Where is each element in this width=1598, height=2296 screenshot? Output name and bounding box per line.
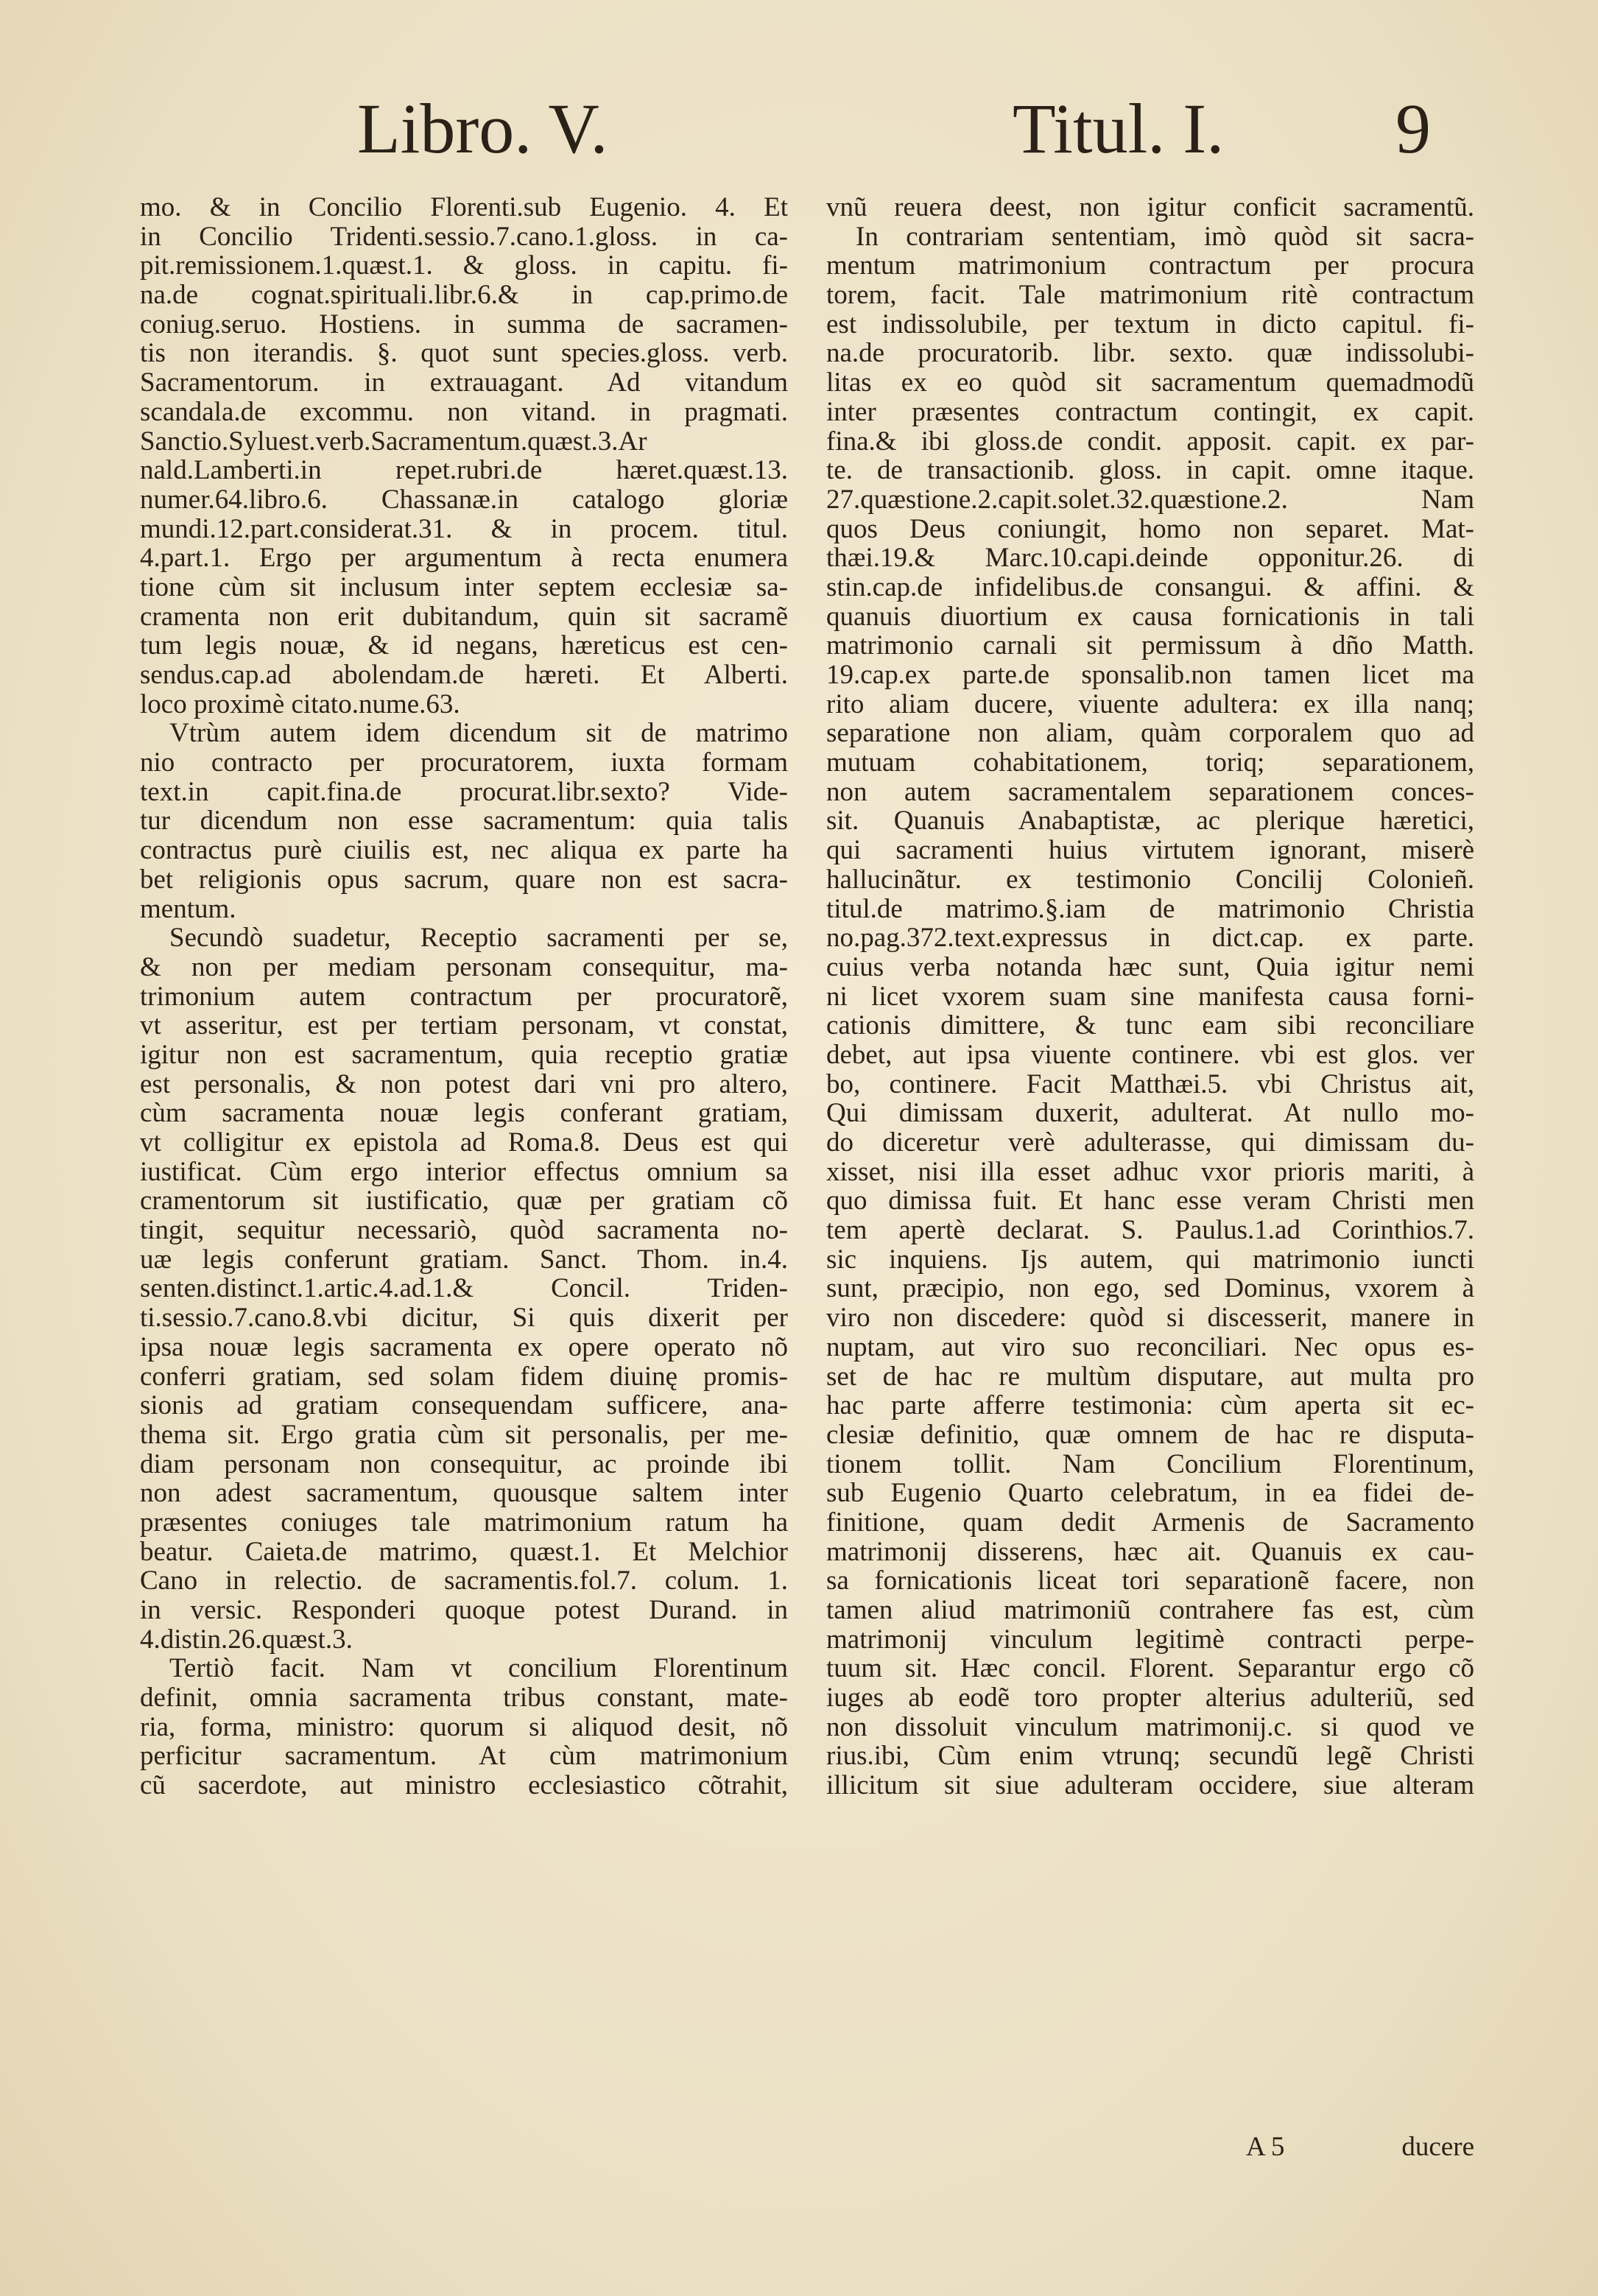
text-line: vt asseritur, est per tertiam personam, vt constat, <box>140 1011 788 1040</box>
text-line: perficitur sacramentum. At cùm matrimonium <box>140 1742 788 1772</box>
text-line: cùm sacramenta nouæ legis conferant gratiam, <box>140 1099 788 1128</box>
text-line: matrimonij vinculum legitimè contracti perpe- <box>826 1624 1474 1655</box>
text-line: mundi.12.part.considerat.31. & in procem. titul. <box>140 514 788 544</box>
text-line: cramentorum sit iustificatio, quæ per gratiam cõ <box>140 1186 788 1216</box>
text-line: tione cùm sit inclusum inter septem ecclesiæ sa- <box>140 572 788 602</box>
text-line: rito aliam ducere, viuente adultera: ex illa nanq; <box>826 689 1474 719</box>
text-line: cũ sacerdote, aut ministro ecclesiastico cõtrahit, <box>140 1771 788 1800</box>
text-line: na.de cognat.spirituali.libr.6.& in cap.primo.de <box>140 281 788 310</box>
text-line: viro non discedere: quòd si discesserit, manere in <box>826 1303 1474 1333</box>
text-line: tis non iterandis. §. quot sunt species.gloss. verb. <box>140 339 788 369</box>
text-line: separatione non aliam, quàm corporalem quo ad <box>826 719 1474 749</box>
text-line: tamen aliud matrimoniũ contrahere fas est, cùm <box>826 1596 1474 1625</box>
running-header <box>0 88 1598 184</box>
text-line: est personalis, & non potest dari vni pro altero, <box>140 1069 788 1099</box>
text-line: iuges ab eodẽ toro propter alterius adulteriũ, sed <box>826 1683 1474 1713</box>
text-line: set de hac re multùm disputare, aut multa pro <box>826 1362 1474 1392</box>
text-line: clesiæ definitio, quæ omnem de hac re disputa- <box>826 1420 1474 1450</box>
text-line: bet religionis opus sacrum, quare non est sacra- <box>140 864 788 895</box>
text-line: sendus.cap.ad abolendam.de hæreti. Et Alberti. <box>140 661 788 690</box>
text-line: iustificat. Cùm ergo interior effectus omnium sa <box>140 1157 788 1187</box>
text-line: non autem sacramentalem separationem conces- <box>826 777 1474 807</box>
text-line: hallucinãtur. ex testimonio Concilij Colonieñ. <box>826 864 1474 895</box>
text-line: Qui dimissam duxerit, adulterat. At nullo mo- <box>826 1099 1474 1128</box>
text-line: pit.remissionem.1.quæst.1. & gloss. in capitu. fi- <box>140 251 788 281</box>
text-line: fina.& ibi gloss.de condit. apposit. capit. ex par- <box>826 426 1474 457</box>
text-line: nald.Lamberti.in repet.rubri.de hæret.quæst.13. <box>140 456 788 485</box>
text-line: cuius verba notanda hæc sunt, Quia igitur nemi <box>826 952 1474 982</box>
text-line: loco proximè citato.nume.63. <box>140 689 460 719</box>
text-line: conferri gratiam, sed solam fidem diuinę promis- <box>140 1362 788 1392</box>
text-line: quanuis diuortium ex causa fornicationis in tali <box>826 602 1474 632</box>
text-line: text.in capit.fina.de procurat.libr.sexto? Vide- <box>140 777 788 807</box>
text-line: beatur. Caieta.de matrimo, quæst.1. Et Melchior <box>140 1537 788 1567</box>
text-line: in versic. Responderi quoque potest Durand. in <box>140 1596 788 1625</box>
text-line: matrimonij disserens, hæc ait. Quanuis ex cau- <box>826 1537 1474 1567</box>
text-line: & non per mediam personam consequitur, ma- <box>140 952 788 982</box>
text-line: Secundò suadetur, Receptio sacramenti per se, <box>169 923 788 953</box>
text-line: sa fornicationis liceat tori separationẽ facere, non <box>826 1566 1474 1596</box>
text-line: ni licet vxorem suam sine manifesta causa forni- <box>826 982 1474 1012</box>
text-line: quo dimissa fuit. Et hanc esse veram Christi men <box>826 1186 1474 1216</box>
text-line: in Concilio Tridenti.sessio.7.cano.1.gloss. in ca- <box>140 222 788 252</box>
text-line: nuptam, aut viro suo reconciliari. Nec opus es- <box>826 1332 1474 1362</box>
text-line: uæ legis conferunt gratiam. Sanct. Thom. in.4. <box>140 1244 788 1275</box>
text-line: rius.ibi, Cùm enim vtrunq; secundũ legẽ Christi <box>826 1742 1474 1772</box>
text-line: tionem tollit. Nam Concilium Florentinum, <box>826 1449 1474 1479</box>
text-line: mentum. <box>140 894 236 924</box>
text-line: ipsa nouæ legis sacramenta ex opere operato nõ <box>140 1332 788 1362</box>
text-line: vt colligitur ex epistola ad Roma.8. Deus est qui <box>140 1128 788 1158</box>
text-line: sic inquiens. Ijs autem, qui matrimonio iuncti <box>826 1244 1474 1275</box>
text-line: na.de procuratorib. libr. sexto. quæ indissolubi- <box>826 339 1474 369</box>
text-line: sit. Quanuis Anabaptistæ, ac plerique hæretici, <box>826 806 1474 837</box>
text-line: thema sit. Ergo gratia cùm sit personalis, per me- <box>140 1420 788 1450</box>
text-line: mutuam cohabitationem, toriq; separationem, <box>826 748 1474 778</box>
text-line: igitur non est sacramentum, quia receptio gratiæ <box>140 1040 788 1070</box>
text-line: est indissolubile, per textum in dicto capitul. fi- <box>826 309 1474 339</box>
text-line: 4.part.1. Ergo per argumentum à recta enumera <box>140 543 788 573</box>
text-line: nio contracto per procuratorem, iuxta formam <box>140 748 788 778</box>
running-head-title: Titul. I. <box>1013 89 1225 168</box>
text-line: definit, omnia sacramenta tribus constant, mate- <box>140 1683 788 1713</box>
folio-number: 9 <box>1395 89 1431 168</box>
text-line: 27.quæstione.2.capit.solet.32.quæstione.2. Nam <box>826 485 1474 515</box>
text-line: tem apertè declarat. S. Paulus.1.ad Corinthios.7. <box>826 1216 1474 1245</box>
running-head-book: Libro. V. <box>357 89 608 168</box>
text-line: titul.de matrimo.§.iam de matrimonio Christia <box>826 894 1474 924</box>
text-line: matrimonio carnali sit permissum à dño Matth. <box>826 631 1474 661</box>
text-line: debet, aut ipsa viuente continere. vbi est glos. ver <box>826 1040 1474 1070</box>
text-line: finitione, quam dedit Armenis de Sacramento <box>826 1507 1474 1538</box>
text-line: diam personam non consequitur, ac proinde ibi <box>140 1449 788 1479</box>
text-line: In contrariam sententiam, imò quòd sit sacra- <box>856 222 1474 252</box>
text-line: contractus purè ciuilis est, nec aliqua ex parte ha <box>140 836 788 865</box>
text-line: thæi.19.& Marc.10.capi.deinde opponitur.26. di <box>826 543 1474 573</box>
text-line: mo. & in Concilio Florenti.sub Eugenio. 4. Et <box>140 193 788 222</box>
text-line: qui sacramenti huius virtutem ignorant, miserè <box>826 836 1474 865</box>
text-line: sunt, præcipio, non ego, sed Dominus, vxorem à <box>826 1274 1474 1304</box>
text-line: tur dicendum non esse sacramentum: quia talis <box>140 806 788 837</box>
text-line: hac parte afferre testimonia: cùm aperta sit ec- <box>826 1391 1474 1420</box>
text-line: scandala.de excommu. non vitand. in pragmati. <box>140 397 788 427</box>
page-footer <box>826 2131 1474 2163</box>
text-line: xisset, nisi illa esset adhuc vxor prioris mariti, à <box>826 1157 1474 1187</box>
text-line: quos Deus coniungit, homo non separet. Mat- <box>826 514 1474 544</box>
text-line: ti.sessio.7.cano.8.vbi dicitur, Si quis dixerit per <box>140 1303 788 1333</box>
text-line: Cano in relectio. de sacramentis.fol.7. colum. 1. <box>140 1566 788 1596</box>
text-line: tuum sit. Hæc concil. Florent. Separantur ergo cõ <box>826 1654 1474 1684</box>
text-line: tingit, sequitur necessariò, quòd sacramenta no- <box>140 1216 788 1245</box>
text-line: trimonium autem contractum per procuratorẽ, <box>140 982 788 1012</box>
text-line: torem, facit. Tale matrimonium ritè contractum <box>826 281 1474 310</box>
text-line: sub Eugenio Quarto celebratum, in ea fidei de- <box>826 1479 1474 1508</box>
text-line: 4.distin.26.quæst.3. <box>140 1624 353 1655</box>
text-line: sionis ad gratiam consequendam sufficere, ana- <box>140 1391 788 1420</box>
text-line: stin.cap.de infidelibus.de consangui. & affini. & <box>826 572 1474 602</box>
text-line: Sacramentorum. in extrauagant. Ad vitandum <box>140 368 788 398</box>
text-line: inter præsentes contractum contingit, ex capit. <box>826 397 1474 427</box>
text-line: coniug.seruo. Hostiens. in summa de sacramen- <box>140 309 788 339</box>
text-line: ria, forma, ministro: quorum si aliquod desit, nõ <box>140 1712 788 1742</box>
text-line: illicitum sit siue adulteram occidere, siue alteram <box>826 1771 1474 1800</box>
text-line: vnũ reuera deest, non igitur conficit sacramentũ. <box>826 193 1474 222</box>
text-line: cramenta non erit dubitandum, quin sit sacramẽ <box>140 602 788 632</box>
text-column-left <box>140 193 788 1800</box>
text-line: senten.distinct.1.artic.4.ad.1.& Concil. Triden- <box>140 1274 788 1304</box>
text-line: bo, continere. Facit Matthæi.5. vbi Christus ait, <box>826 1069 1474 1099</box>
text-line: tum legis nouæ, & id negans, hæreticus est cen- <box>140 631 788 661</box>
signature-mark: A 5 <box>1246 2132 1285 2162</box>
text-line: do diceretur verè adulterasse, qui dimissam du- <box>826 1128 1474 1158</box>
text-line: te. de transactionib. gloss. in capit. omne itaque. <box>826 456 1474 485</box>
text-line: litas ex eo quòd sit sacramentum quemadmodũ <box>826 368 1474 398</box>
text-line: cationis dimittere, & tunc eam sibi reconciliare <box>826 1011 1474 1040</box>
catchword: ducere <box>1401 2132 1474 2162</box>
text-line: no.pag.372.text.expressus in dict.cap. ex parte. <box>826 923 1474 953</box>
text-line: præsentes coniuges tale matrimonium ratum ha <box>140 1507 788 1538</box>
text-line: Tertiò facit. Nam vt concilium Florentinum <box>169 1654 788 1684</box>
text-line: 19.cap.ex parte.de sponsalib.non tamen licet ma <box>826 661 1474 690</box>
text-line: Sanctio.Syluest.verb.Sacramentum.quæst.3.Ar <box>140 426 647 457</box>
text-line: mentum matrimonium contractum per procura <box>826 251 1474 281</box>
text-line: numer.64.libro.6. Chassanæ.in catalogo gloriæ <box>140 485 788 515</box>
text-line: Vtrùm autem idem dicendum sit de matrimo <box>169 719 788 749</box>
text-column-right <box>826 193 1474 1800</box>
text-line: non adest sacramentum, quousque saltem inter <box>140 1479 788 1508</box>
text-line: non dissoluit vinculum matrimonij.c. si quod ve <box>826 1712 1474 1742</box>
